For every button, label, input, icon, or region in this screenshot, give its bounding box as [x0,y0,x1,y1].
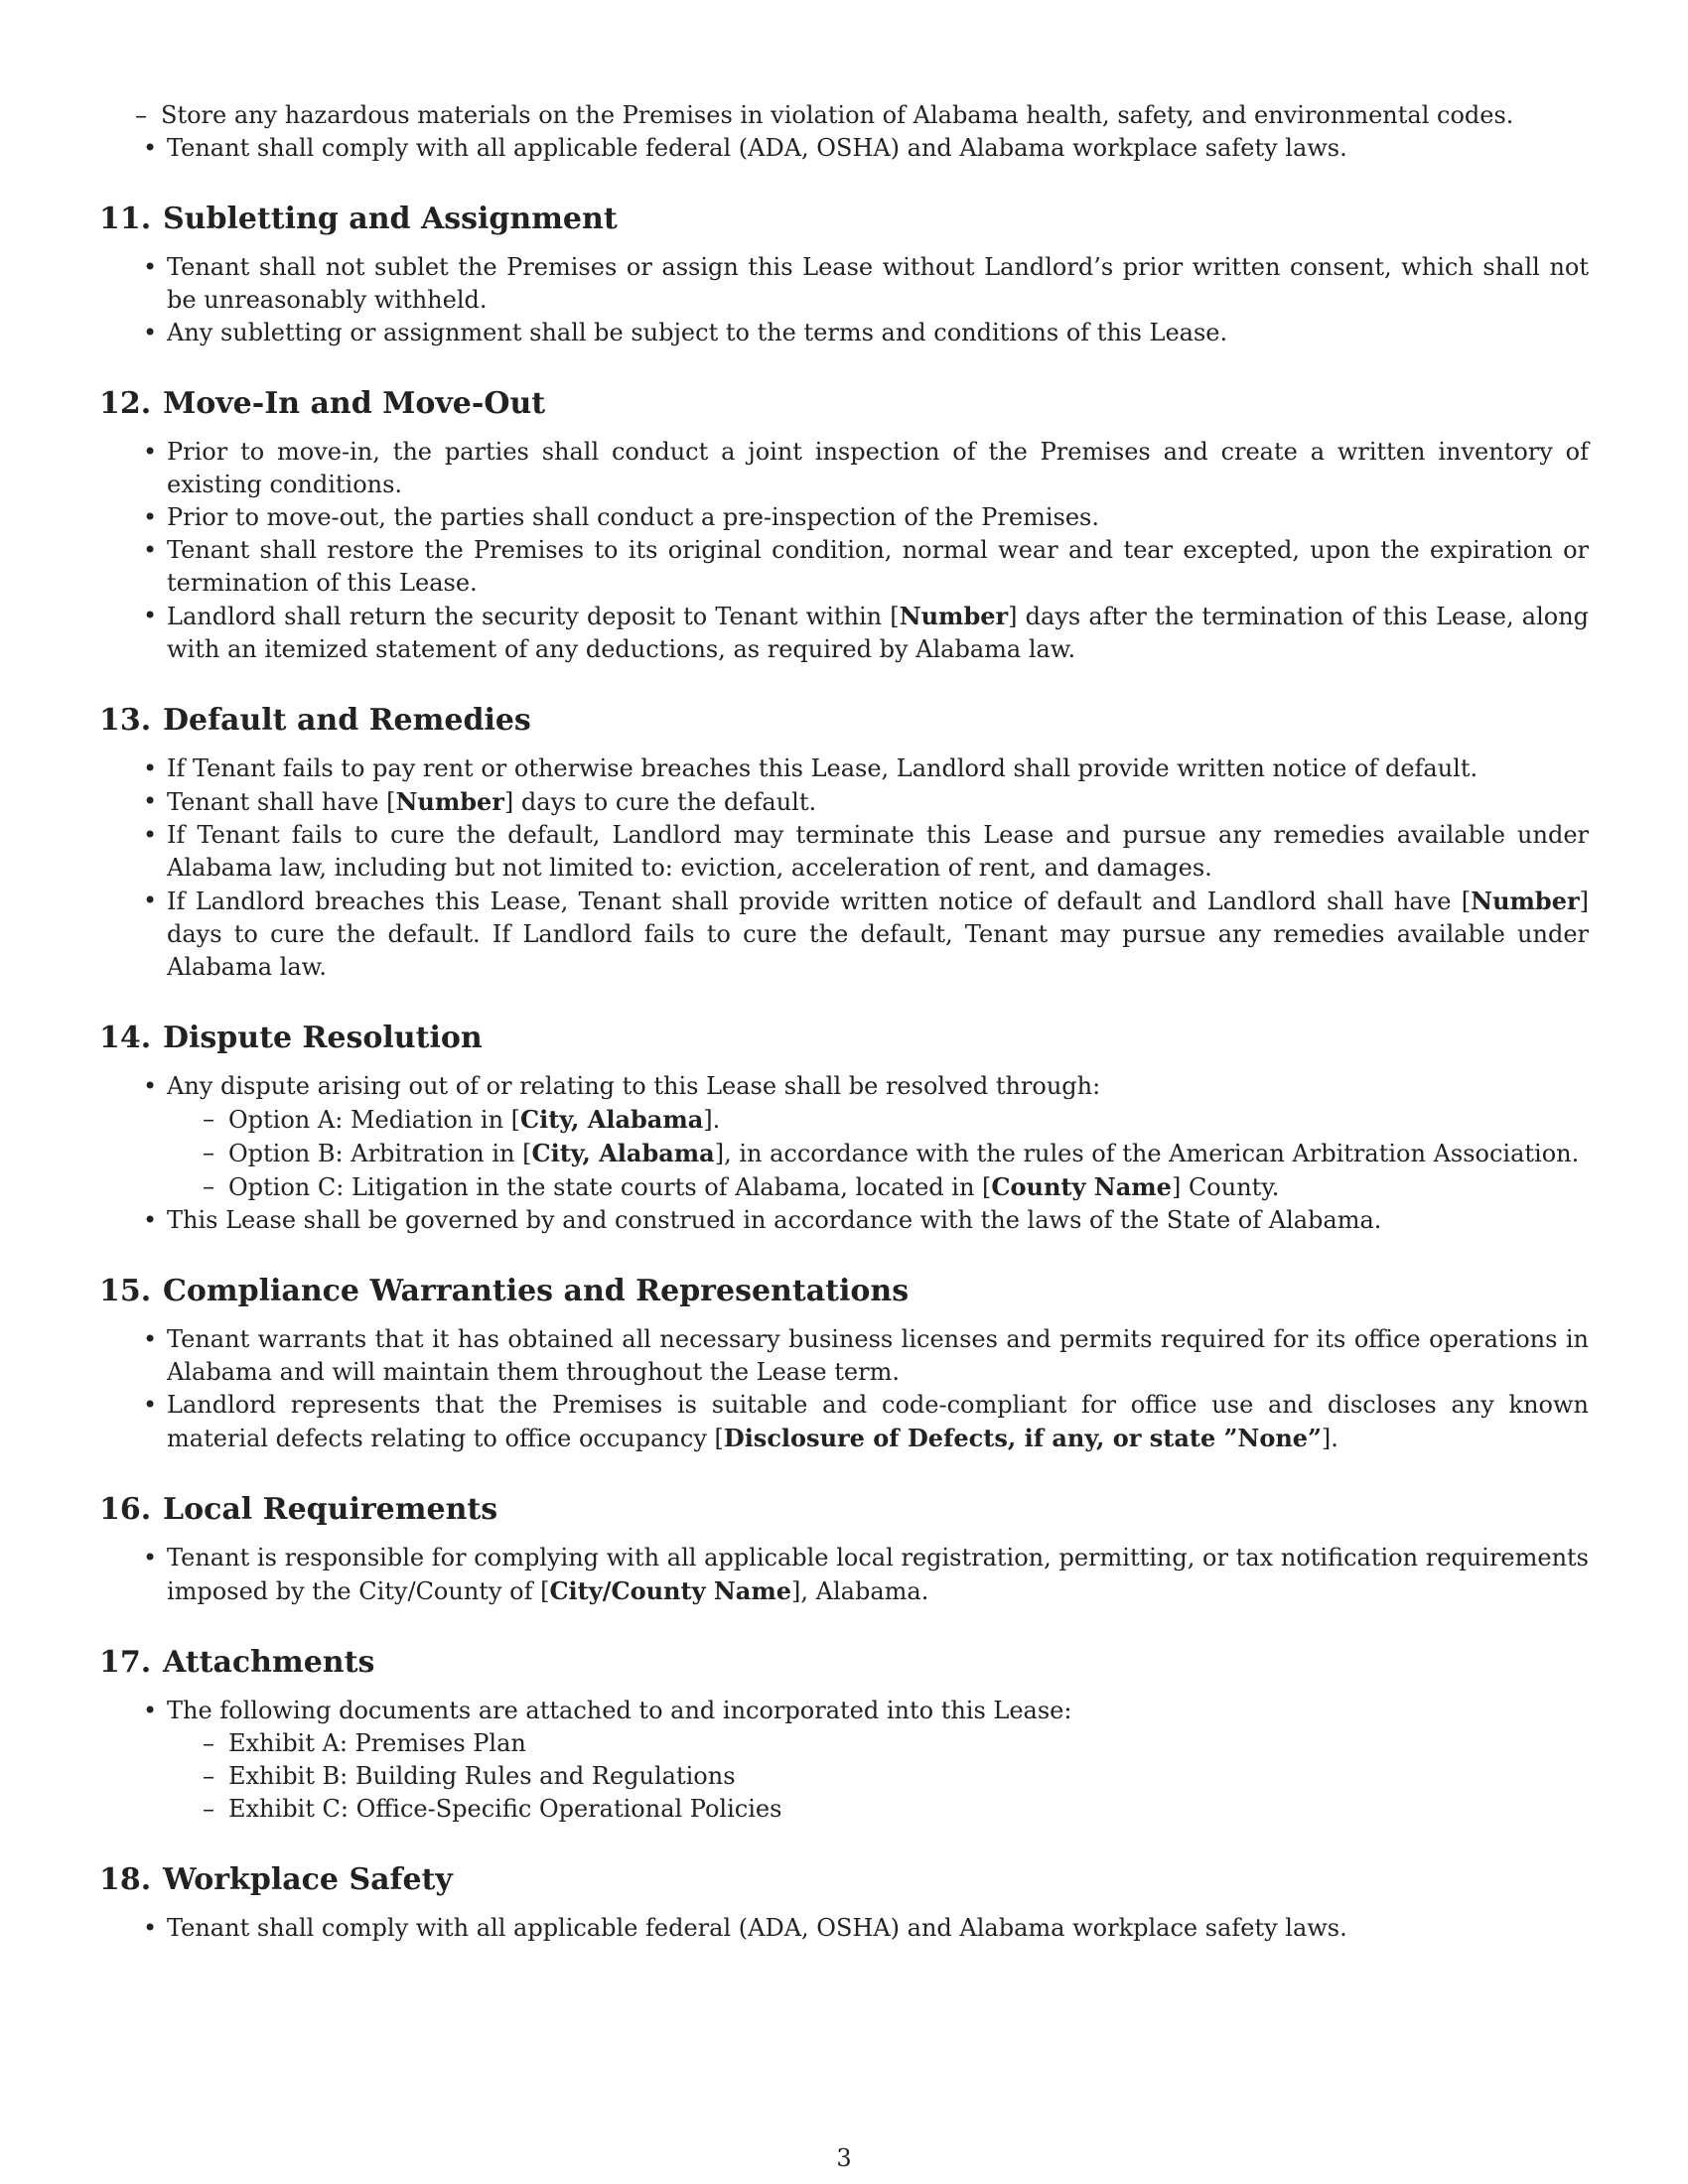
section-17 [99,1643,1589,1826]
exhibit-item: – Exhibit C: Office-Specific Operational Policies [167,1793,1589,1826]
placeholder-field: City, Alabama [520,1105,704,1134]
placeholder-field: Number [395,787,504,816]
bullet-tenant-licenses: • Tenant warrants that it has obtained all necessary business licenses and permits required for its office operations in Alabama and will maintain them throughout the Lease term. [99,1323,1589,1389]
option-c-litigation: – Option C: Litigation in the state courts of Alabama, located in [County Name] County. [167,1170,1589,1204]
bullet-landlord-remedies: • If Tenant fails to cure the default, Landlord may terminate this Lease and pursue any remedies available under Alabama law, including but not limited to: eviction, acceleration of rent, and damages. [99,819,1589,885]
bullet-sublet-consent: • Tenant shall not sublet the Premises or assign this Lease without Landlord’s prior written consent, which shall not be unreasonably withheld. [99,251,1589,317]
bullet-attachments-intro: • The following documents are attached to and incorporated into this Lease: – Exhibit A: Premises Plan – Exhibit B: Building Rules and Regulations – Exhibit C: Office-Specific Operational Policies [99,1695,1589,1826]
section-12-heading: 12. Move-In and Move-Out [99,386,546,421]
bullet-notice-of-default: • If Tenant fails to pay rent or otherwise breaches this Lease, Landlord shall provide written notice of default. [99,752,1589,785]
bullet-workplace-safety-prev: • Tenant shall comply with all applicable federal (ADA, OSHA) and Alabama workplace safety laws. [99,132,1589,165]
option-b-arbitration: – Option B: Arbitration in [City, Alabama], in accordance with the rules of the American Arbitration Association. [167,1137,1589,1170]
bullet-move-in-inspection: • Prior to move-in, the parties shall conduct a joint inspection of the Premises and create a written inventory of existing conditions. [99,436,1589,501]
bullet-dispute-intro: • Any dispute arising out of or relating to this Lease shall be resolved through: – Option A: Mediation in [City, Alabama]. – Option B: Arbitration in [City, Alabama], in accordance with the rules of the American Arbitration Association. – Option C: Litigation in the state courts of Alabama, located in [County Name] County. [99,1070,1589,1204]
section-15 [99,1272,1589,1455]
section-18 [99,1860,1589,1945]
section-16 [99,1490,1589,1608]
bullet-governing-law: • This Lease shall be governed by and construed in accordance with the laws of the State of Alabama. [99,1204,1589,1237]
bullet-restore-premises: • Tenant shall restore the Premises to its original condition, normal wear and tear excepted, upon the expiration or termination of this Lease. [99,534,1589,600]
section-13 [99,701,1589,984]
section-12 [99,384,1589,666]
section-13-heading: 13. Default and Remedies [99,703,531,738]
exhibit-item: – Exhibit A: Premises Plan [167,1727,1589,1760]
bullet-security-deposit: • Landlord shall return the security deposit to Tenant within [Number] days after the termination of this Lease, along with an itemized statement of any deductions, as required by Alabama law. [99,600,1589,666]
section-11-heading: 11. Subletting and Assignment [99,202,618,236]
bullet-cure-period: • Tenant shall have [Number] days to cure the default. [99,785,1589,819]
exhibit-item: – Exhibit B: Building Rules and Regulations [167,1760,1589,1793]
bullet-tenant-remedies: • If Landlord breaches this Lease, Tenant shall provide written notice of default and Landlord shall have [Number] days to cure the default. If Landlord fails to cure the default, Tenant may pursue any remedies available under Alabama law. [99,885,1589,984]
section-14-heading: 14. Dispute Resolution [99,1021,483,1055]
section-15-heading: 15. Compliance Warranties and Representations [99,1274,910,1308]
bullet-workplace-safety: • Tenant shall comply with all applicable federal (ADA, OSHA) and Alabama workplace safety laws. [99,1912,1589,1945]
placeholder-field: City, Alabama [531,1139,715,1167]
section-17-heading: 17. Attachments [99,1645,375,1680]
placeholder-field: County Name [991,1172,1172,1201]
lease-page [99,99,1589,1945]
page-number: 3 [836,2144,852,2172]
placeholder-field: City/County Name [549,1576,792,1605]
option-a-mediation: – Option A: Mediation in [City, Alabama]. [167,1103,1589,1137]
placeholder-field: Number [899,602,1009,630]
bullet-local-requirements: • Tenant is responsible for complying with all applicable local registration, permitting, or tax notification requirements imposed by the City/County of [City/County Name], Alabama. [99,1542,1589,1608]
placeholder-field: Number [1471,887,1580,915]
bullet-sublet-terms: • Any subletting or assignment shall be subject to the terms and conditions of this Lease. [99,317,1589,349]
sub-item-hazardous: – Store any hazardous materials on the Premises in violation of Alabama health, safety, and environmental codes. [99,99,1589,132]
section-16-heading: 16. Local Requirements [99,1492,498,1527]
section-10-continuation [99,99,1589,165]
bullet-move-out-inspection: • Prior to move-out, the parties shall conduct a pre-inspection of the Premises. [99,501,1589,534]
placeholder-field: Disclosure of Defects, if any, or state ”None” [723,1424,1322,1452]
section-11 [99,200,1589,349]
section-18-heading: 18. Workplace Safety [99,1862,453,1897]
bullet-landlord-disclosure: • Landlord represents that the Premises is suitable and code-compliant for office use and discloses any known material defects relating to office occupancy [Disclosure of Defects, if any, or state ”None”]. [99,1389,1589,1455]
section-14 [99,1019,1589,1237]
